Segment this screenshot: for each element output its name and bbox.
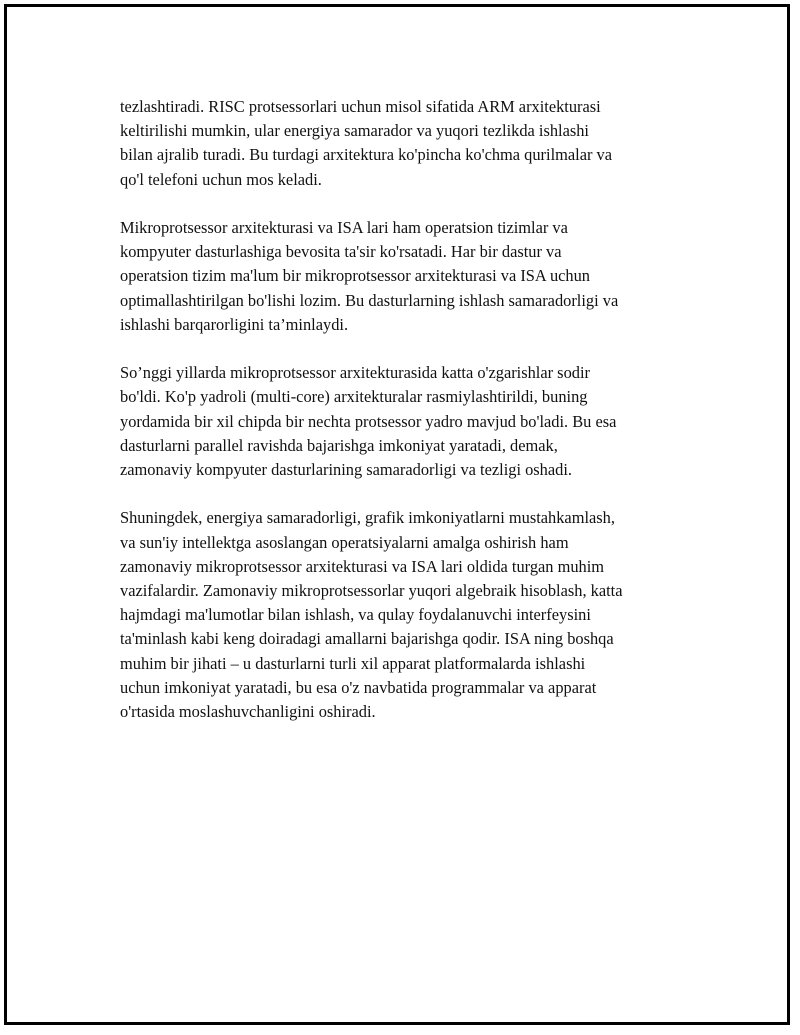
document-page — [4, 4, 790, 1025]
paragraph-1: tezlashtiradi. RISC protsessorlari uchun misol sifatida ARM arxitekturasi keltirilishi mumkin, ular energiya samarador va yuqori tezlikda ishlashi bilan ajralib turadi. Bu turdagi arxitektura ko'pincha ko'chma qurilmalar va qo'l telefoni uchun mos keladi. — [120, 97, 612, 189]
paragraph-2: Mikroprotsessor arxitekturasi va ISA lari ham operatsion tizimlar va kompyuter dasturlashiga bevosita ta'sir ko'rsatadi. Har bir dastur va operatsion tizim ma'lum bir mikroprotsessor arxitekturasi va ISA uchun optimallashtirilgan bo'lishi lozim. Bu dasturlarning ishlash samaradorligi va ishlashi barqarorligini ta’minlaydi. — [120, 218, 619, 334]
paragraph-3: So’nggi yillarda mikroprotsessor arxitekturasida katta o'zgarishlar sodir bo'ldi. Ko'p yadroli (multi-core) arxitekturalar rasmiylashtirildi, buning yordamida bir xil chipda bir nechta protsessor yadro mavjud bo'ladi. Bu esa dasturlarni parallel ravishda bajarishga imkoniyat yaratadi, demak, zamonaviy kompyuter dasturlarining samaradorligi va tezligi oshadi. — [120, 363, 617, 480]
document-body — [120, 95, 700, 748]
paragraph-4: Shuningdek, energiya samaradorligi, grafik imkoniyatlarni mustahkamlash, va sun'iy intellektga asoslangan operatsiyalarni amalga oshirish ham zamonaviy mikroprotsessor arxitekturasi va ISA lari oldida turgan muhim vazifalardir. Zamonaviy mikroprotsessorlar yuqori algebraik hisoblash, katta hajmdagi ma'lumotlar bilan ishlash, va qulay foydalanuvchi interfeysini ta'minlash kabi keng doiradagi amallarni bajarishga qodir. ISA ning boshqa muhim bir jihati – u dasturlarni turli xil apparat platformalarda ishlashi uchun imkoniyat yaratadi, bu esa o'z navbatida programmalar va apparat o'rtasida moslashuvchanligini oshiradi. — [120, 508, 623, 722]
